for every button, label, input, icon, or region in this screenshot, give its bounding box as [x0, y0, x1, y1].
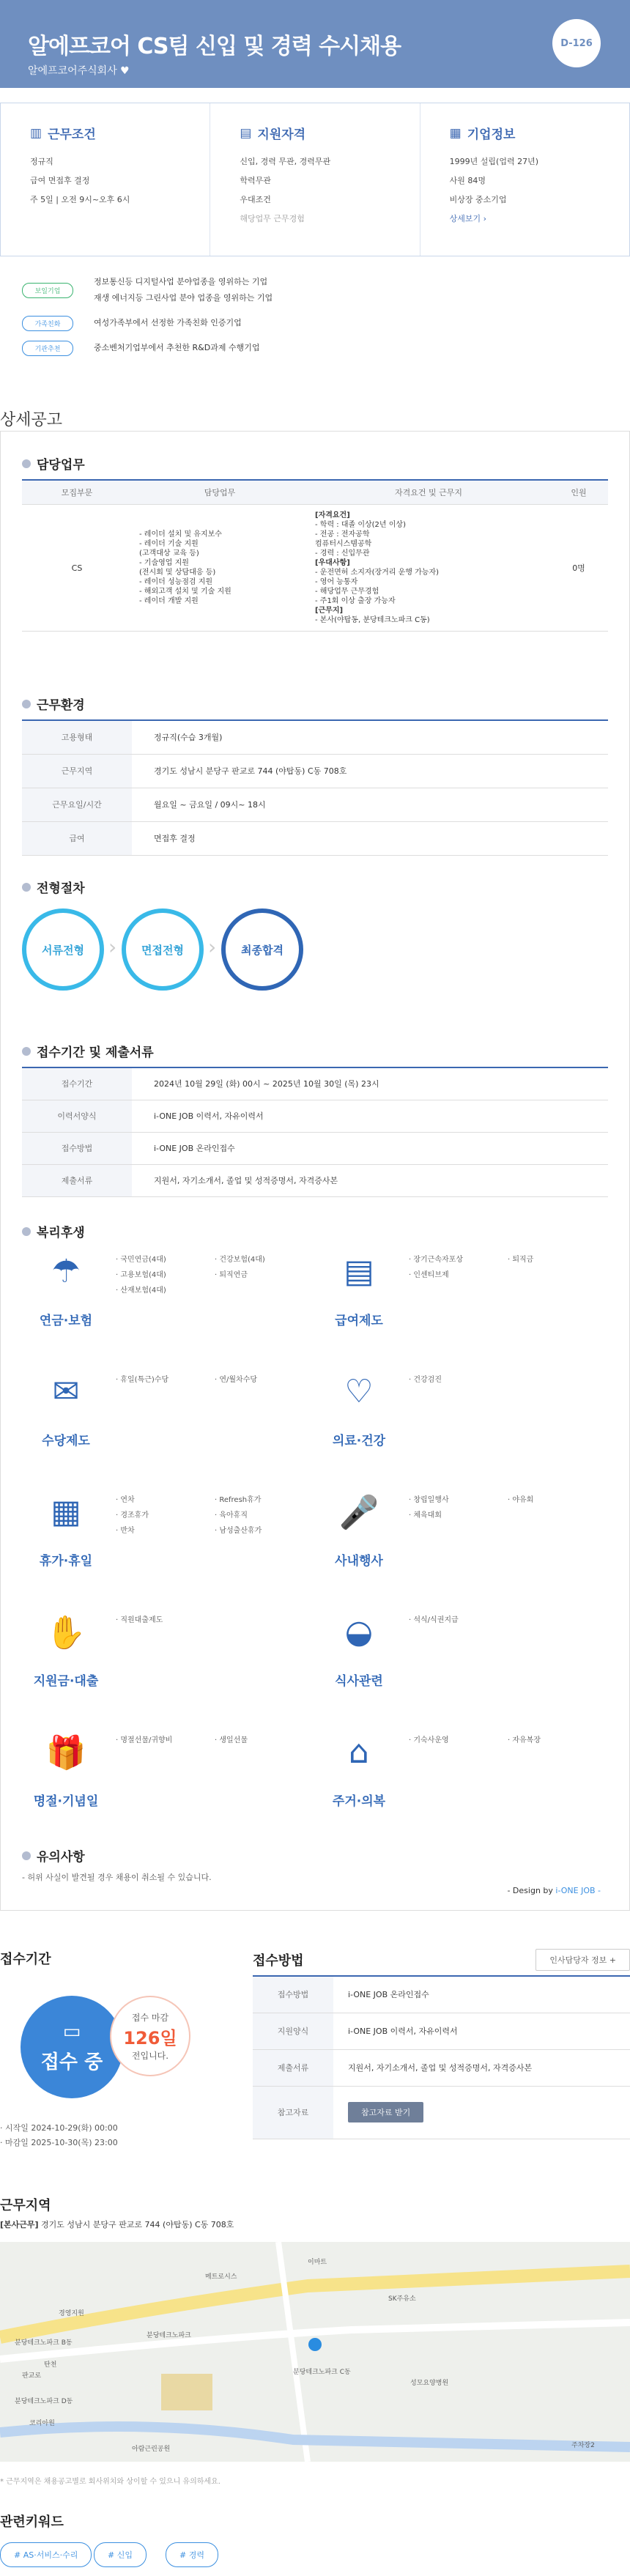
welfare-list-item: · 연/월차수당 — [215, 1376, 258, 1384]
welfare-list — [116, 1613, 299, 1624]
period-table: 접수기간 2024년 10월 29일 (화) 00시 ~ 2025년 10월 30일 (목) 23시 이력서양식 i-ONE JOB 이력서, 자유이력서 접수방법 i-ONE JOB 온라인접수 제출서류 지원서, 자기소개서, 졸업 및 성적증명서, 자격증사본 — [22, 1067, 608, 1197]
map-label: 경영지원 — [59, 2310, 84, 2317]
list-line: (고객대상 교육 등) — [139, 549, 199, 558]
download-reference-button[interactable]: 참고자료 받기 — [348, 2102, 423, 2122]
health-icon: ♡ — [344, 1373, 374, 1410]
company-detail-link[interactable]: 상세보기 › — [449, 214, 487, 223]
keyword-tag[interactable]: # AS·서비스·수리 — [0, 2542, 92, 2567]
document-icon: ▤ — [240, 125, 252, 141]
env-heading: 근무환경 — [22, 695, 85, 713]
hr-contact-button[interactable]: 인사담당자 정보 + — [536, 1949, 630, 1971]
welfare-list-item: · 체육대회 — [409, 1511, 442, 1520]
summary-panel — [0, 103, 630, 256]
heart-icon[interactable]: ♥ — [120, 65, 130, 77]
work-conditions: ▥ 근무조건 정규직 급여 면접후 결정 주 5일 | 오전 9시~오후 6시 — [1, 103, 210, 256]
job-title: 알에프코어 CS팀 신입 및 경력 수시채용 — [28, 34, 401, 59]
welfare-list-item: · 직원대출제도 — [116, 1616, 163, 1624]
location-note: * 근무지역은 채용공고별로 회사위치와 상이할 수 있으니 유의하세요. — [0, 2478, 220, 2486]
company-info: ▦ 기업정보 1999년 설립(업력 27년) 사원 84명 비상장 중소기업 상세보기 › — [449, 125, 538, 223]
event-icon: 🎤 — [338, 1494, 379, 1531]
meal-icon: ◒ — [344, 1613, 374, 1651]
list-line: - 운전면허 소지자(장거리 운행 가능자) — [315, 569, 440, 577]
apply-start: · 시작일 2024-10-29(화) 00:00 — [0, 2123, 118, 2133]
step-document: 서류전형 — [22, 908, 104, 991]
welfare-name: 수당제도 — [42, 1434, 90, 1448]
welfare-list-item: · 자유복장 — [508, 1736, 541, 1744]
welfare-list-item: · 고용보험(4대) — [116, 1271, 166, 1279]
welfare-list-item: · 퇴직금 — [508, 1256, 534, 1264]
company-icon: ▦ — [449, 125, 462, 141]
welfare-item — [22, 1606, 315, 1723]
welfare-list-item: · 기숙사운영 — [409, 1736, 449, 1744]
period-heading: 접수기간 및 제출서류 — [22, 1042, 154, 1060]
tag-pill: 기관추천 — [22, 341, 73, 356]
welfare-item — [22, 1726, 315, 1843]
map-label: 분당테크노파크 — [147, 2332, 191, 2339]
design-credit: - Design by i-ONE JOB - — [507, 1886, 601, 1895]
welfare-list-item: · 석식/식권지급 — [409, 1616, 459, 1624]
list-line: - 경력 : 신입무관 — [315, 549, 370, 558]
address: [본사근무] 경기도 성남시 분당구 판교로 744 (야탑동) C동 708호 — [0, 2220, 234, 2229]
map-label: 코리아원 — [29, 2420, 55, 2427]
map-label: 아람근린공원 — [132, 2446, 171, 2453]
map-label: 판교로 — [22, 2372, 42, 2380]
welfare-name: 명절·기념일 — [33, 1794, 99, 1809]
welfare-name: 휴가·휴일 — [39, 1554, 93, 1569]
list-line: - 영어 능통자 — [315, 578, 358, 586]
salary-icon: ▤ — [344, 1253, 374, 1290]
welfare-item — [22, 1486, 315, 1603]
map-label: 분당테크노파크 B동 — [15, 2339, 73, 2347]
location-map[interactable] — [0, 2242, 630, 2462]
list-line: (전시회 및 상담대응 등) — [139, 569, 216, 577]
caution-heading: 유의사항 — [22, 1846, 85, 1865]
welfare-name: 사내행사 — [335, 1554, 383, 1569]
tag-pill: 가족친화 — [22, 316, 73, 331]
apply-end: · 마감일 2025-10-30(목) 23:00 — [0, 2138, 118, 2147]
map-label: 분당테크노파크 D동 — [15, 2398, 73, 2405]
welfare-list-item: · 인센티브제 — [409, 1271, 449, 1279]
map-label: 메트로시스 — [205, 2273, 237, 2281]
welfare-list-item: · 퇴직연금 — [215, 1271, 248, 1279]
keyword-tag[interactable]: # 경력 — [166, 2542, 218, 2567]
welfare-list-item: · 육아휴직 — [215, 1511, 248, 1520]
list-line: - 전공 : 전자공학 — [315, 530, 370, 538]
location-heading: 근무지역 — [0, 2198, 51, 2213]
welfare-item — [315, 1246, 608, 1363]
welfare-list — [409, 1733, 592, 1749]
welfare-list — [116, 1253, 299, 1295]
housing-icon: ⌂ — [349, 1733, 369, 1771]
welfare-name: 주거·의복 — [332, 1794, 386, 1809]
list-line: [자격요건] — [315, 511, 350, 519]
list-line: - 기술영업 지원 — [139, 559, 189, 567]
method-heading: 접수방법 — [253, 1953, 304, 1969]
dday-badge: D-126 — [552, 19, 601, 67]
welfare-name: 급여제도 — [335, 1314, 383, 1328]
gift-icon: 🎁 — [45, 1734, 86, 1772]
welfare-list-item: · Refresh휴가 — [215, 1496, 262, 1504]
welfare-name: 식사관련 — [335, 1674, 383, 1689]
welfare-item — [315, 1726, 608, 1843]
apply-status-circle: ▭ 접수 중 — [21, 1996, 123, 2098]
welfare-name: 지원금·대출 — [33, 1674, 99, 1689]
welfare-list — [409, 1493, 592, 1520]
step-final: 최종합격 — [221, 908, 303, 991]
welfare-item — [315, 1606, 608, 1723]
company-tags: 보일기업 정보통신등 디지털사업 분야업종을 영위하는 기업 재생 에너지등 그린사업 분야 업종을 영위하는 기업 가족친화 여성가족부에서 선정한 가족친화 인증기업 기관추천 중소벤처기업부에서 추천한 R&D과제 수행기업 — [22, 274, 608, 365]
welfare-name: 연금·보험 — [39, 1314, 93, 1328]
list-line: - 레이더 개발 지원 — [139, 597, 199, 605]
company-name[interactable]: 알에프코어주식회사 ♥ — [28, 65, 130, 77]
list-line: - 레이더 설치 및 유지보수 — [139, 530, 222, 538]
welfare-list-item: · 산재보험(4대) — [116, 1287, 166, 1295]
apply-method-table: 접수방법 i-ONE JOB 온라인접수 지원양식 i-ONE JOB 이력서, 자유이력서 제출서류 지원서, 자기소개서, 졸업 및 성적증명서, 자격증사본 참고자료 참고자료 받기 — [253, 1975, 630, 2139]
welfare-list-item: · 건강검진 — [409, 1376, 442, 1384]
welfare-list — [409, 1613, 592, 1624]
keyword-tag[interactable]: # 신입 — [94, 2542, 147, 2567]
list-line: - 레이더 성능점검 지원 — [139, 578, 213, 586]
welfare-list-item: · 야유회 — [508, 1496, 534, 1504]
map-label: 주차장2 — [571, 2442, 595, 2449]
tag-pill: 보일기업 — [22, 283, 73, 298]
book-icon: ▭ — [62, 2020, 81, 2043]
welfare-list-item: · 경조휴가 — [116, 1511, 149, 1520]
map-label: 성모요양병원 — [410, 2380, 449, 2387]
allowance-icon: ✉ — [52, 1373, 80, 1410]
detail-title: 상세공고 — [0, 411, 63, 429]
welfare-list-item: · 반차 — [116, 1527, 135, 1535]
map-graphic — [0, 2242, 630, 2462]
job-header — [0, 0, 630, 88]
welfare-list-item: · 국민연금(4대) — [116, 1256, 166, 1264]
list-line: - 해외고객 설치 및 기술 지원 — [139, 588, 231, 596]
map-label: 탄천 — [44, 2361, 57, 2369]
list-line: - 학력 : 대졸 이상(2년 이상) — [315, 521, 406, 529]
vacation-icon: ▦ — [51, 1493, 81, 1531]
remaining-days-circle: 접수 마감 126일 전입니다. — [110, 1996, 190, 2076]
caution-text: - 허위 사실이 발견될 경우 채용이 취소될 수 있습니다. — [22, 1873, 212, 1882]
welfare-item — [315, 1486, 608, 1603]
welfare-list — [116, 1493, 299, 1539]
duty-table: 모집부문 담당업무 자격요건 및 근무지 인원 CS - 레이더 설치 및 유지보수 - 레이더 기술 지원 (고객대상 교육 등) - 기술영업 지원 (전시회 및 상담대응 등) - 레이더 성능점검 지원 - 해외고객 설치 및 기술 지원 - 레이더 개발 지원 [자격요건] - 학력 : 대졸 이상(2년 이상) - 전공 : 전자공학 컴퓨터시스템공학 - 경력 : 신입무관 [우대사항] - 운전면허 소지자(장거리 운행 가능자) - 영어 능통자 - 해당업무 근무경험 - 주1회 이상 출장 가능자 [근무지] - 본사(야탑동, 분당테크노파크 C동) 0명 — [22, 479, 608, 632]
step-interview: 면접전형 — [122, 908, 204, 991]
list-line: - 해당업무 근무경험 — [315, 588, 379, 596]
list-line: [근무지] — [315, 607, 344, 615]
env-table: 고용형태 정규직(수습 3개월) 근무지역 경기도 성남시 분당구 판교로 744 (야탑동) C동 708호 근무요일/시간 월요일 ~ 금요일 / 09시~ 18시 급여 면접후 결정 — [22, 719, 608, 856]
welfare-heading: 복리후생 — [22, 1222, 85, 1240]
welfare-list-item: · 생일선물 — [215, 1736, 248, 1744]
list-line: - 주1회 이상 출장 가능자 — [315, 597, 396, 605]
list-line: - 레이더 기술 지원 — [139, 540, 199, 548]
apply-heading: 접수기간 — [0, 1952, 51, 1967]
welfare-list-item: · 장기근속자포상 — [409, 1256, 463, 1264]
welfare-list-item: · 건강보험(4대) — [215, 1256, 265, 1264]
welfare-list — [409, 1253, 592, 1279]
loan-icon: ✋ — [45, 1614, 86, 1651]
duty-heading: 담당업무 — [22, 454, 85, 473]
keywords-heading: 관련키워드 — [0, 2514, 64, 2530]
map-label: SK주유소 — [388, 2295, 416, 2303]
welfare-list-item: · 명절선물/귀향비 — [116, 1736, 173, 1744]
welfare-item — [22, 1366, 315, 1483]
welfare-list — [409, 1373, 592, 1384]
building-icon: ▥ — [30, 125, 42, 141]
process-heading: 전형절차 — [22, 878, 85, 896]
welfare-list — [116, 1373, 299, 1388]
list-line: - 본사(야탑동, 분당테크노파크 C동) — [315, 616, 430, 624]
welfare-list — [116, 1733, 299, 1749]
welfare-item — [315, 1366, 608, 1483]
map-label: 이마트 — [308, 2259, 327, 2266]
list-line: 컴퓨터시스템공학 — [315, 540, 372, 548]
welfare-list-item: · 휴일(특근)수당 — [116, 1376, 169, 1384]
welfare-list-item: · 남성출산휴가 — [215, 1527, 262, 1535]
welfare-list-item: · 연차 — [116, 1496, 135, 1504]
welfare-name: 의료·건강 — [332, 1434, 386, 1448]
map-label: 분당테크노파크 C동 — [293, 2369, 351, 2376]
list-line: [우대사항] — [315, 559, 350, 567]
welfare-item — [22, 1246, 315, 1363]
welfare-list-item: · 창립일행사 — [409, 1496, 449, 1504]
qualifications: ▤ 지원자격 신입, 경력 무관, 경력무관 학력무관 우대조건 해당업무 근무경험 — [210, 103, 420, 256]
insurance-icon: ☂ — [51, 1253, 81, 1290]
